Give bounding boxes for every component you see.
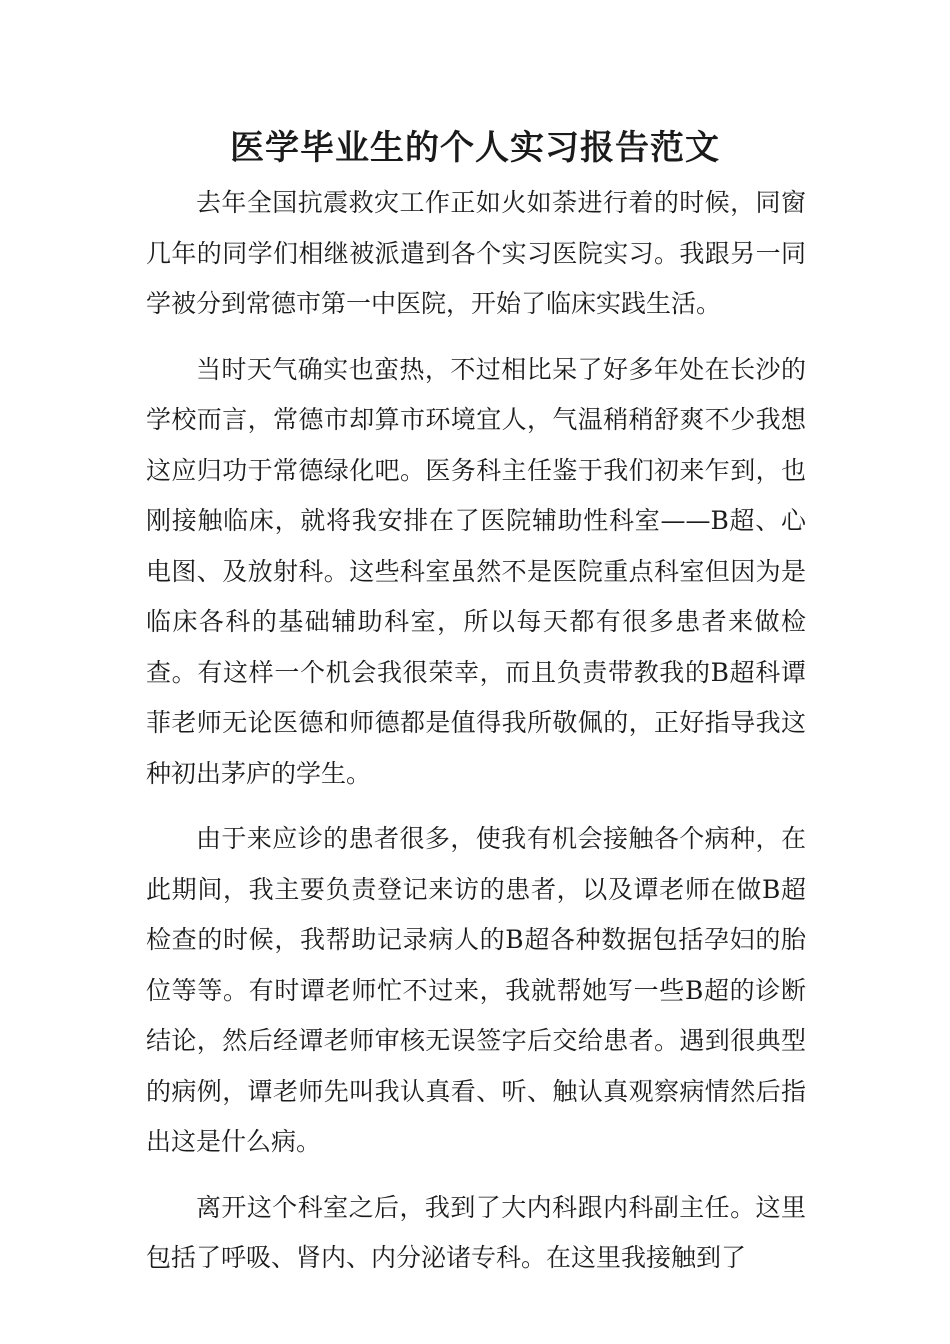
document-body	[146, 178, 806, 1299]
paragraph-4: 离开这个科室之后，我到了大内科跟内科副主任。这里包括了呼吸、肾内、内分泌诸专科。在这里我接触到了	[146, 1192, 806, 1272]
paragraph-2: 当时天气确实也蛮热，不过相比呆了好多年处在长沙的学校而言，常德市却算市环境宜人，气温稍稍舒爽不少我想这应归功于常德绿化吧。医务科主任鉴于我们初来乍到，也刚接触临床，就将我安排在了医院辅助性科室——B超、心电图、及放射科。这些科室虽然不是医院重点科室但因为是临床各科的基础辅助科室，所以每天都有很多患者来做检查。有这样一个机会我很荣幸，而且负责带教我的B超科谭菲老师无论医德和师德都是值得我所敬佩的，正好指导我这种初出茅庐的学生。	[146, 354, 806, 788]
document-title: 医学毕业生的个人实习报告范文	[230, 128, 720, 168]
paragraph-3: 由于来应诊的患者很多，使我有机会接触各个病种，在此期间，我主要负责登记来访的患者，以及谭老师在做B超检查的时候，我帮助记录病人的B超各种数据包括孕妇的胎位等等。有时谭老师忙不过来，我就帮她写一些B超的诊断结论，然后经谭老师审核无误签字后交给患者。遇到很典型的病例，谭老师先叫我认真看、听、触认真观察病情然后指出这是什么病。	[146, 824, 806, 1156]
paragraph-1: 去年全国抗震救灾工作正如火如荼进行着的时候，同窗几年的同学们相继被派遣到各个实习医院实习。我跟另一同学被分到常德市第一中医院，开始了临床实践生活。	[146, 188, 806, 318]
